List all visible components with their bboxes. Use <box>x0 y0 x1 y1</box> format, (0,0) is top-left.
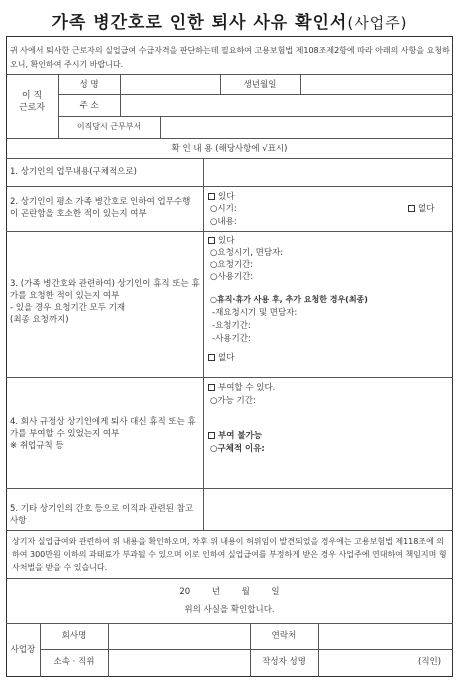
checkbox[interactable] <box>208 432 215 439</box>
confirm-line: 위의 사실을 확인합니다. <box>184 605 275 615</box>
item-3-no-label: 없다 <box>218 353 235 363</box>
item-1-question: 1. 상기인의 업무내용(구체적으로) <box>10 167 137 177</box>
worker-name-label: 성 명 <box>79 80 99 90</box>
title-sub: (사업주) <box>347 14 408 32</box>
legal-notice: 상기자 실업급여와 관련하여 위 내용을 확인하오며, 차후 위 내용이 허위임이 발견되었을 경우에는 고용보험법 제118조에 의하여 300만원 이하의 과태료가 부과될 수 있으며 이로 인하여 실업급여를 부정하게 받은 경우 사업주에 연대하여 책임지며 형사처벌을 받을 수 있습니다. <box>12 537 447 572</box>
item-3-yes-label: 있다 <box>218 236 235 246</box>
employer-dept-label: 소속 · 직위 <box>53 657 95 667</box>
item-3-no-option[interactable] <box>208 352 234 364</box>
item-3-question: 3. (가족 병간호와 관련하여) 상기인이 휴직 또는 휴가를 요청한 적이 있는지 여부 - 있을 경우 요청기간 모두 기재 (최종 요청까지) <box>10 279 200 325</box>
item-3-used: ○사용기간: <box>210 272 254 282</box>
item-2-question: 2. 상기인이 평소 가족 병간호로 인하여 업무수행이 곤란함을 호소한 적이 있는지 여부 <box>10 197 191 219</box>
item-2-yes-option[interactable] <box>208 191 328 203</box>
worker-label: 이 직 근로자 <box>18 91 46 113</box>
item-3-re-period: -요청기간: <box>212 321 251 331</box>
employer-company-label: 회사명 <box>61 631 87 641</box>
item-2-content: ○내용: <box>210 217 237 227</box>
confirm-header: 확 인 내 용 (해당사항에 √표시) <box>171 144 288 154</box>
worker-birth-label: 생년월일 <box>243 80 277 90</box>
item-4-question: 4. 회사 규정상 상기인에게 퇴사 대신 휴직 또는 휴가를 부여할 수 있었는지 여부 ※ 취업규칙 등 <box>10 417 196 451</box>
item-3-period: ○요청기간: <box>210 260 254 270</box>
worker-address-label: 주 소 <box>79 101 99 111</box>
employer-label: 사업장 <box>10 645 36 655</box>
item-2-no-label: 없다 <box>418 204 435 214</box>
date-line: 20 년 월 일 <box>179 587 280 597</box>
item-2-yes-label: 있다 <box>218 192 235 202</box>
worker-dept-label: 이직당시 근무부서 <box>76 122 142 131</box>
item-3-when: ○요청시기, 면담자: <box>210 248 284 258</box>
item-4-reason: ○구체적 이유: <box>210 444 265 454</box>
checkbox[interactable] <box>208 237 215 244</box>
checkbox[interactable] <box>408 205 415 212</box>
item-3-re-used: -사용기간: <box>212 334 251 344</box>
item-2-no-option[interactable] <box>408 203 452 215</box>
item-4-period: ○가능 기간: <box>210 396 256 406</box>
item-3-after: ○휴직·휴가 사용 후, 추가 요청한 경우(최종) <box>210 295 368 304</box>
checkbox[interactable] <box>208 384 215 391</box>
employer-seal: (직인) <box>418 657 442 667</box>
item-3-yes-option[interactable] <box>208 235 234 247</box>
item-5-question: 5. 기타 상기인의 간호 등으로 이직과 관련된 참고사항 <box>10 504 194 526</box>
item-4-no-option[interactable] <box>208 430 262 442</box>
item-2-when: ○시기: <box>210 204 237 214</box>
form-title <box>0 8 459 33</box>
employer-contact-label: 연락처 <box>271 631 297 641</box>
intro-text: 귀 사에서 퇴사한 근로자의 실업급여 수급자격을 판단하는데 필요하여 고용보험법 제108조제2항에 따라 아래의 사항을 요청하오니, 확인하여 주시기 바랍니다. <box>10 46 450 69</box>
checkbox[interactable] <box>208 354 215 361</box>
checkbox[interactable] <box>208 193 215 200</box>
title-main: 가족 병간호로 인한 퇴사 사유 확인서 <box>51 13 348 33</box>
item-4-yes-option[interactable] <box>208 382 275 394</box>
item-3-re-when: -재요청시기 및 면담자: <box>212 308 298 318</box>
employer-writer-label: 작성자 성명 <box>262 657 306 667</box>
item-4-yes-label: 부여할 수 있다. <box>218 383 276 393</box>
item-4-no-label: 부여 불가능 <box>218 431 263 441</box>
